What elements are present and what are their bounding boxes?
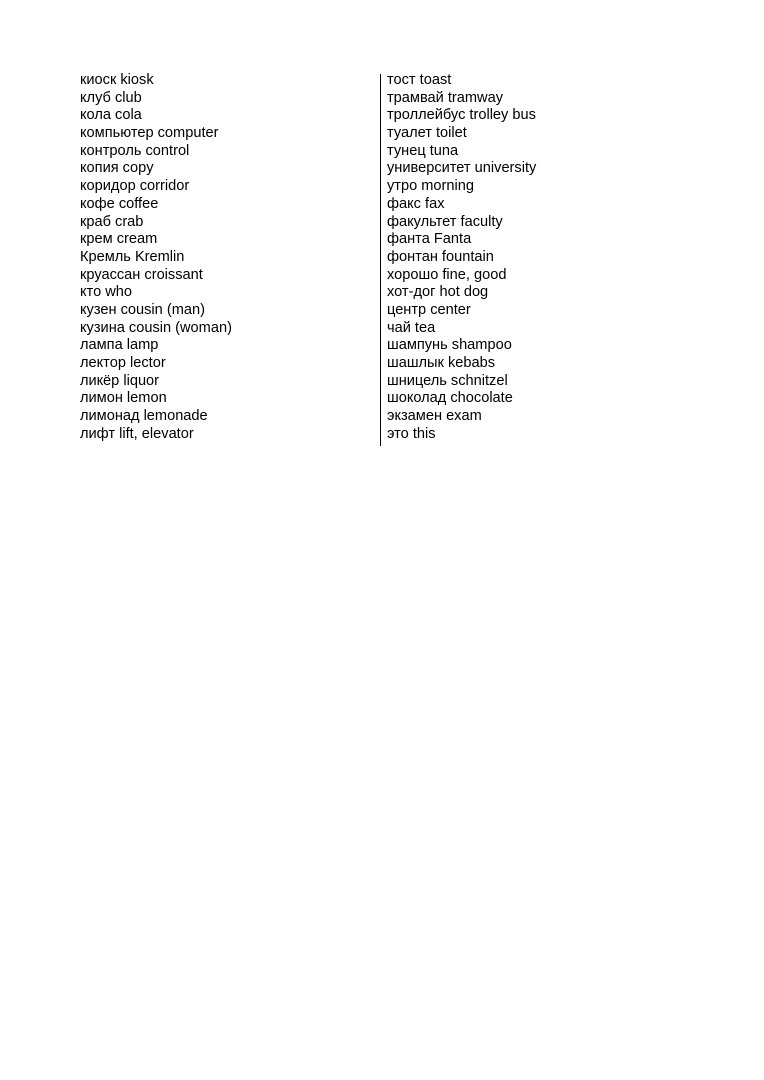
list-item: троллейбус trolley bus [387, 107, 536, 124]
list-item: кола cola [80, 107, 142, 124]
list-item: фонтан fountain [387, 248, 494, 265]
list-item: копия copy [80, 160, 154, 177]
list-item: лифт lift, elevator [80, 425, 194, 442]
list-item: лампа lamp [80, 337, 159, 354]
column-divider [380, 74, 381, 446]
list-item: клуб club [80, 89, 142, 106]
list-item: контроль control [80, 142, 190, 159]
list-item: тунец tuna [387, 142, 459, 159]
list-item: утро morning [387, 178, 474, 195]
list-item: кузен cousin (man) [80, 301, 205, 318]
list-item: тост toast [387, 72, 452, 88]
list-item: ликёр liquor [80, 372, 160, 389]
list-item: университет university [387, 160, 537, 177]
list-item: лимонад lemonade [80, 408, 208, 425]
list-item: кофе coffee [80, 195, 159, 212]
list-item: фанта Fanta [387, 231, 472, 248]
list-item: чай tea [387, 319, 436, 336]
list-item: краб crab [80, 213, 144, 230]
list-item: центр center [387, 301, 471, 318]
list-item: туалет toilet [387, 125, 467, 142]
list-item: компьютер computer [80, 125, 219, 142]
list-item: трамвай tramway [387, 89, 504, 106]
list-item: шоколад chocolate [387, 390, 513, 407]
vocabulary-list-left [80, 72, 370, 443]
list-item: круассан croissant [80, 266, 203, 283]
list-item: шашлык kebabs [387, 355, 496, 371]
list-item: это this [387, 425, 436, 442]
list-item: лимон lemon [80, 390, 167, 407]
list-item: крем cream [80, 231, 158, 248]
list-item: факультет faculty [387, 213, 503, 230]
vocabulary-list-right [387, 72, 687, 443]
list-item: шампунь shampoo [387, 337, 512, 354]
list-item: хот-дог hot dog [387, 284, 489, 301]
list-item: экзамен exam [387, 408, 482, 425]
list-item: факс fax [387, 195, 445, 212]
list-item: хорошо fine, good [387, 266, 507, 283]
list-item: шницель schnitzel [387, 372, 508, 389]
list-item: кузина cousin (woman) [80, 319, 232, 336]
list-item: Кремль Kremlin [80, 248, 185, 265]
list-item: лектор lector [80, 355, 166, 371]
list-item: кто who [80, 284, 133, 301]
list-item: киоск kiosk [80, 72, 154, 88]
list-item: коридор corridor [80, 178, 190, 195]
